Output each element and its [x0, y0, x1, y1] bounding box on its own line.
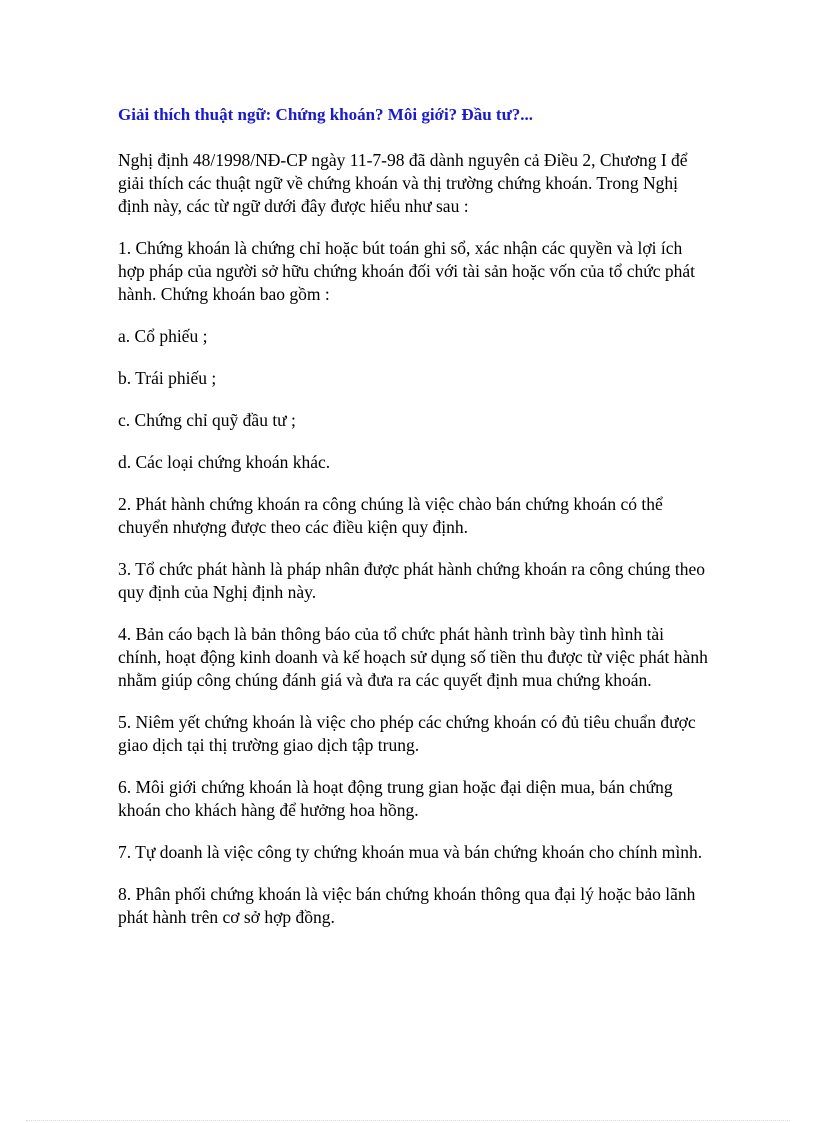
definition-prospectus: 4. Bản cáo bạch là bản thông báo của tổ chức phát hành trình bày tình hình tài chính, hoạt động kinh doanh và kế hoạch sử dụng số tiền thu được từ việc phát hành nhằm giúp công chúng đánh giá và đưa ra các quyết định mua chứng khoán. [118, 624, 708, 690]
definition-brokerage: 6. Môi giới chứng khoán là hoạt động trung gian hoặc đại diện mua, bán chứng khoán cho khách hàng để hưởng hoa hồng. [118, 777, 673, 820]
definition-issuer: 3. Tổ chức phát hành là pháp nhân được phát hành chứng khoán ra công chúng theo quy định của Nghị định này. [118, 559, 706, 602]
document-title: Giải thích thuật ngữ: Chứng khoán? Môi giới? Đầu tư?... [118, 105, 534, 124]
list-item-other-securities: d. Các loại chứng khoán khác. [118, 452, 331, 472]
list-item-fund-certificates: c. Chứng chỉ quỹ đầu tư ; [118, 410, 296, 430]
definition-securities: 1. Chứng khoán là chứng chỉ hoặc bút toán ghi sổ, xác nhận các quyền và lợi ích hợp pháp của người sở hữu chứng khoán đối với tài sản hoặc vốn của tổ chức phát hành. Chứng khoán bao gồm : [118, 238, 695, 304]
document-body [118, 103, 708, 948]
list-item-bonds: b. Trái phiếu ; [118, 368, 217, 388]
definition-proprietary-trading: 7. Tự doanh là việc công ty chứng khoán mua và bán chứng khoán cho chính mình. [118, 842, 703, 862]
intro-paragraph: Nghị định 48/1998/NĐ-CP ngày 11-7-98 đã dành nguyên cả Điều 2, Chương I để giải thích các thuật ngữ về chứng khoán và thị trường chứng khoán. Trong Nghị định này, các từ ngữ dưới đây được hiểu như sau : [118, 150, 688, 216]
definition-distribution: 8. Phân phối chứng khoán là việc bán chứng khoán thông qua đại lý hoặc bảo lãnh phát hành trên cơ sở hợp đồng. [118, 884, 696, 927]
definition-listing: 5. Niêm yết chứng khoán là việc cho phép các chứng khoán có đủ tiêu chuẩn được giao dịch tại thị trường giao dịch tập trung. [118, 712, 696, 755]
definition-public-offering: 2. Phát hành chứng khoán ra công chúng là việc chào bán chứng khoán có thể chuyển nhượng được theo các điều kiện quy định. [118, 494, 663, 537]
page-bottom-divider [26, 1120, 790, 1121]
list-item-stocks: a. Cổ phiếu ; [118, 326, 208, 346]
